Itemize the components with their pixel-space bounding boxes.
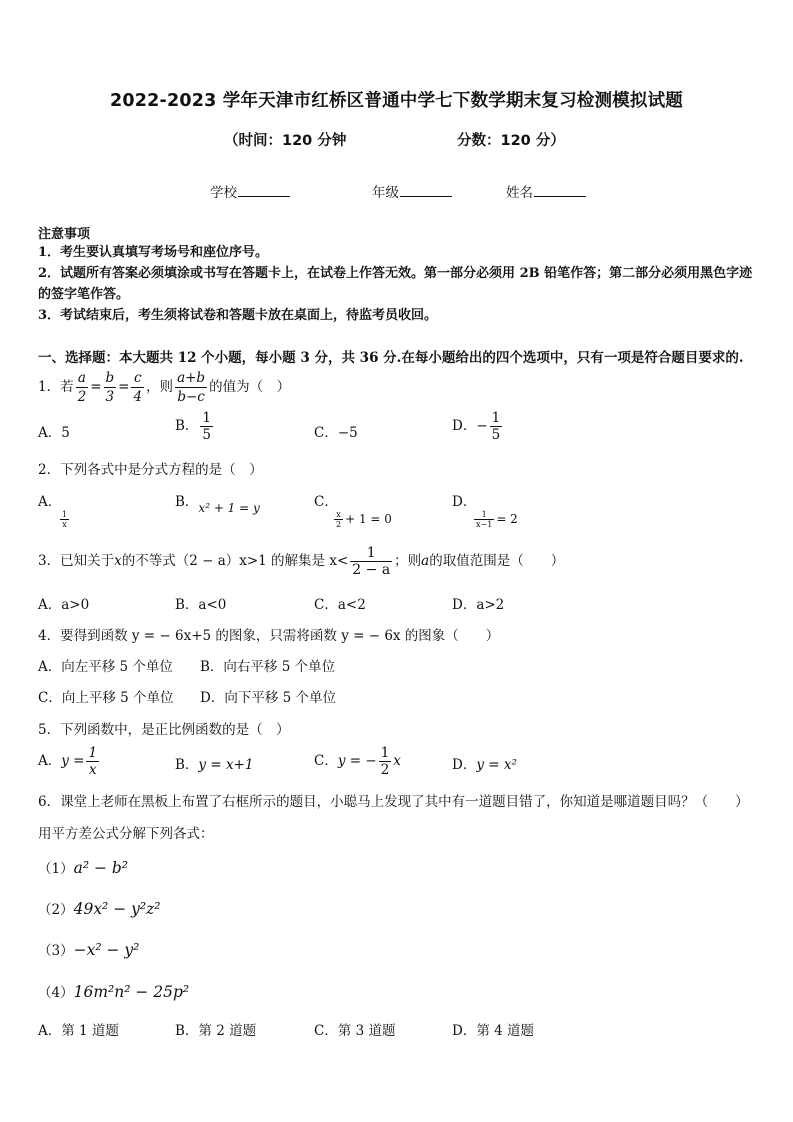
school-label: 学校 bbox=[210, 185, 237, 201]
notice-item-2: 2．试题所有答案必须填涂或书写在答题卡上，在试卷上作答无效。第一部分必须用 2B 铅笔作答；第二部分必须用黑色字迹的签字笔作答。 bbox=[38, 266, 753, 302]
notice-heading: 注意事项 bbox=[38, 227, 91, 242]
q5-option-d: D．y = x² bbox=[452, 757, 517, 773]
notice-item-1: 1．考生要认真填写考场号和座位序号。 bbox=[38, 245, 269, 260]
fraction: $\frac{a}{2}$ bbox=[77, 370, 87, 405]
q2-option-d: D． $\frac{1}{x-1}$ = 2 bbox=[452, 494, 518, 529]
grade-field bbox=[372, 181, 452, 201]
fraction: $\frac{b}{3}$ bbox=[105, 370, 115, 405]
name-blank bbox=[534, 183, 586, 197]
name-field bbox=[506, 181, 586, 201]
section-heading: 一、选择题：本大题共 12 个小题，每小题 3 分，共 36 分.在每小题给出的四个选项中，只有一项是符合题目要求的. bbox=[38, 350, 744, 366]
q6-item-4: （4）16m²n² − 25p² bbox=[38, 983, 190, 1001]
q6-option-a: A．第 1 道题 bbox=[38, 1023, 119, 1039]
q3-option-d: D．a>2 bbox=[452, 597, 505, 613]
q2-option-a: A． $\frac{1}{x}$ bbox=[38, 494, 68, 529]
fraction: $\frac{c}{4}$ bbox=[133, 370, 143, 405]
q3-option-a: A．a>0 bbox=[38, 597, 90, 613]
q1-option-a: A．5 bbox=[38, 425, 70, 441]
q4-option-d: D．向下平移 5 个单位 bbox=[200, 690, 336, 706]
grade-blank bbox=[400, 183, 452, 197]
q6-item-2: （2）49x² − y²z² bbox=[38, 900, 161, 918]
question-5-stem: 5．下列函数中，是正比例函数的是（ ） bbox=[38, 722, 290, 738]
question-4-stem: 4．要得到函数 y = − 6x+5 的图象，只需将函数 y = − 6x 的图象（ ） bbox=[38, 628, 500, 644]
q6-option-b: B．第 2 道题 bbox=[175, 1023, 257, 1039]
q4-option-b: B．向右平移 5 个单位 bbox=[200, 659, 336, 675]
q2-option-b: B．x² + 1 = y bbox=[175, 494, 260, 515]
fraction: $\frac{a+b}{b-c}$ bbox=[177, 370, 206, 405]
q5-option-b: B．y = x+1 bbox=[175, 757, 254, 773]
q3-option-c: C．a<2 bbox=[314, 597, 366, 613]
school-blank bbox=[238, 183, 290, 197]
q6-option-c: C．第 3 道题 bbox=[314, 1023, 396, 1039]
q6-item-1: （1）a² − b² bbox=[38, 859, 129, 877]
q1-option-d: D．− $\frac{1}{5}$ bbox=[452, 410, 501, 443]
page-title: 2022-2023 学年天津市红桥区普通中学七下数学期末复习检测模拟试题 bbox=[110, 91, 683, 111]
question-6-stem: 6．课堂上老师在黑板上布置了右框所示的题目，小聪马上发现了其中有一道题目错了，你知道是哪道题目吗？（ ） bbox=[38, 794, 749, 810]
q6-option-d: D．第 4 道题 bbox=[452, 1023, 534, 1039]
q5-option-c: C．y = − $\frac{1}{2}$ x bbox=[314, 745, 401, 778]
exam-time: （时间：120 分钟 bbox=[224, 133, 347, 149]
name-label: 姓名 bbox=[506, 185, 533, 201]
q1-option-b: B． $\frac{1}{5}$ bbox=[175, 410, 212, 443]
q4-option-a: A．向左平移 5 个单位 bbox=[38, 659, 173, 675]
exam-score: 分数：120 分） bbox=[457, 133, 565, 149]
question-6-line2: 用平方差公式分解下列各式： bbox=[38, 826, 214, 842]
notice-item-3: 3．考试结束后，考生须将试卷和答题卡放在桌面上，待监考员收回。 bbox=[38, 308, 438, 323]
q6-item-3: （3）−x² − y² bbox=[38, 941, 140, 959]
q2-option-c: C． $\frac{x}{2}$ + 1 = 0 bbox=[314, 494, 392, 529]
q1-option-c: C．−5 bbox=[314, 425, 358, 441]
q4-option-c: C．向上平移 5 个单位 bbox=[38, 690, 174, 706]
question-3-stem: 3．已知关于x的不等式（2 − a）x>1 的解集是 x< $\frac{1}{2 - a}$ ；则a的取值范围是（ ） bbox=[38, 545, 565, 578]
grade-label: 年级 bbox=[372, 185, 399, 201]
question-2-stem: 2．下列各式中是分式方程的是（ ） bbox=[38, 462, 263, 478]
q3-option-b: B．a<0 bbox=[175, 597, 227, 613]
school-field bbox=[210, 181, 290, 201]
question-1-stem: 1．若 $\frac{a}{2}$ = $\frac{b}{3}$ = $\frac{c}{4}$ ，则 $\frac{a+b}{b-c}$ 的值为（ ） bbox=[38, 370, 291, 405]
q5-option-a: A．y = $\frac{1}{x}$ bbox=[38, 745, 98, 778]
